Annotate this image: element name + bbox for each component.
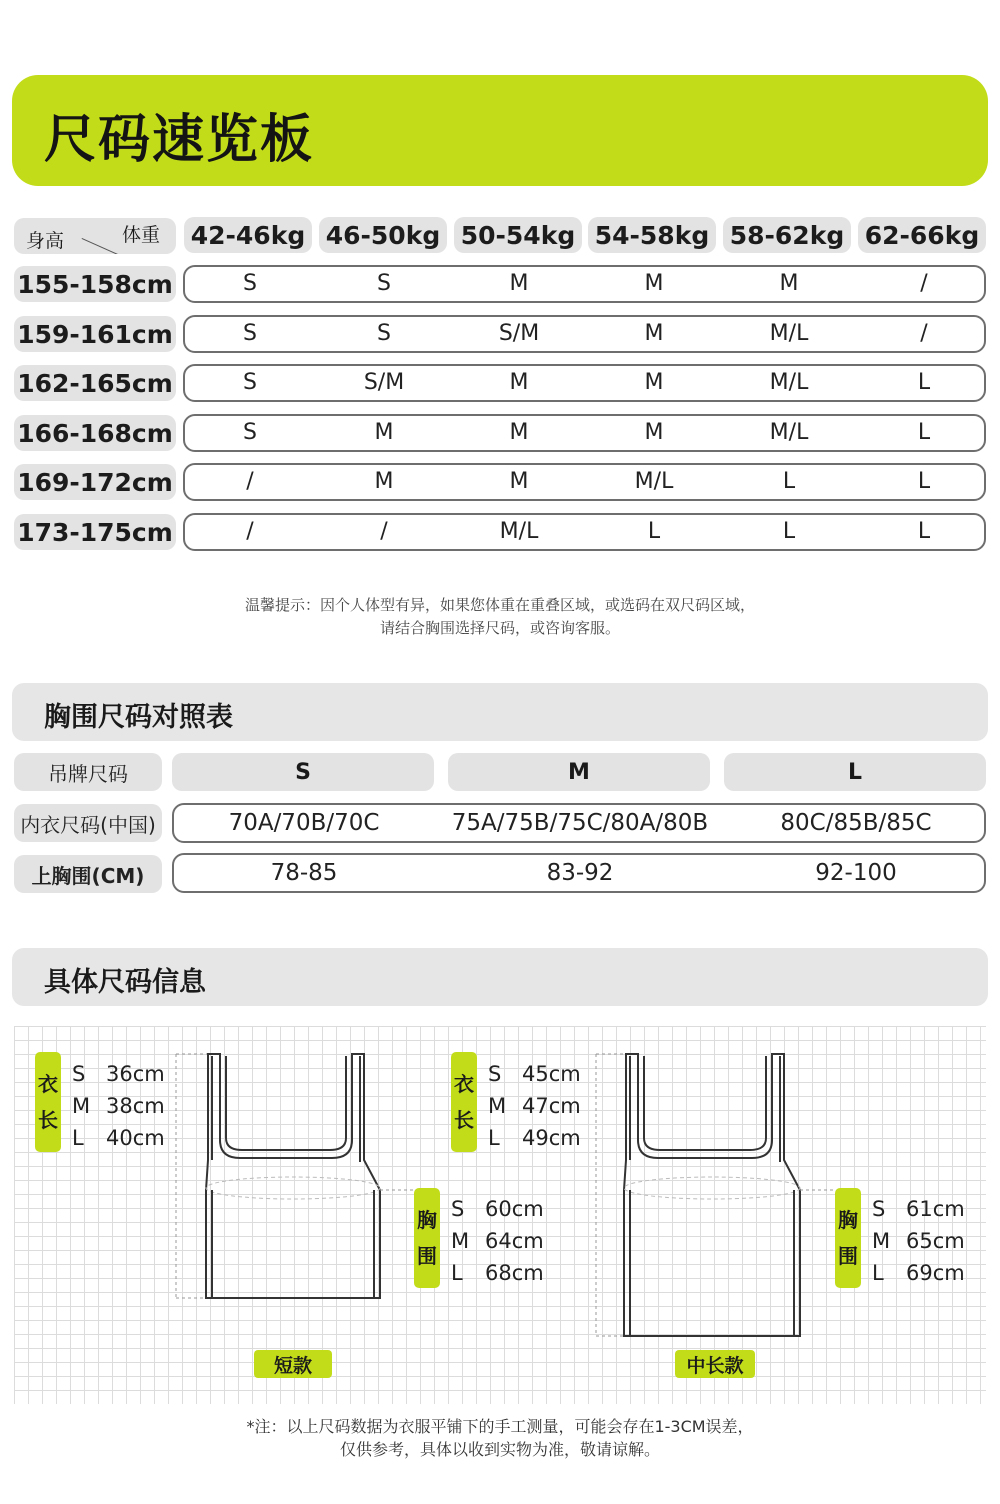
size-letter: M <box>488 1094 507 1118</box>
tag-size-l: L <box>724 753 986 791</box>
size-letter: L <box>488 1126 500 1150</box>
size-cell: M/L <box>634 469 674 494</box>
measure-row <box>451 1257 544 1289</box>
measure-row <box>488 1090 581 1122</box>
bra-size-cell: 80C/85B/85C <box>780 810 932 836</box>
size-cell: L <box>917 519 931 544</box>
short-top-illustration <box>170 1050 420 1310</box>
size-cell: L <box>917 420 931 445</box>
mid-length-values <box>488 1058 581 1154</box>
table-row <box>183 364 986 402</box>
weight-header: 54-58kg <box>588 217 716 253</box>
size-cell: M <box>644 370 664 395</box>
measure-value: 61cm <box>906 1197 965 1221</box>
short-style-label: 短款 <box>254 1350 332 1378</box>
short-bust-tag <box>414 1188 440 1288</box>
tip-line-2: 请结合胸围选择尺码，或咨询客服。 <box>379 619 620 637</box>
size-cell: M <box>644 420 664 445</box>
measure-row <box>72 1090 165 1122</box>
size-letter: L <box>72 1126 84 1150</box>
mid-top-illustration <box>590 1050 840 1350</box>
bust-cm-label: 上胸围(CM) <box>14 855 162 893</box>
height-label: 166-168cm <box>14 415 176 451</box>
corner-weight-label: 体重 <box>122 224 161 246</box>
size-cell: S <box>243 271 257 296</box>
measure-value: 47cm <box>522 1094 581 1118</box>
measure-value: 40cm <box>106 1126 165 1150</box>
short-length-tag-char: 长 <box>38 1108 58 1132</box>
size-letter: S <box>488 1062 502 1086</box>
table-row <box>183 414 986 452</box>
size-cell: S/M <box>363 370 405 395</box>
measure-value: 45cm <box>522 1062 581 1086</box>
mid-style-label: 中长款 <box>675 1350 755 1378</box>
size-cell: M/L <box>769 321 809 346</box>
mid-bust-values <box>872 1193 965 1289</box>
table-row <box>183 463 986 501</box>
size-cell: S/M <box>498 321 540 346</box>
size-cell: M/L <box>499 519 539 544</box>
table-row <box>183 265 986 303</box>
short-bust-tag-char: 围 <box>417 1244 437 1268</box>
size-cell: M/L <box>769 370 809 395</box>
size-cell: S <box>243 321 257 346</box>
detail-section-header <box>12 948 988 1006</box>
mid-bust-tag-char: 胸 <box>838 1208 858 1232</box>
measure-value: 69cm <box>906 1261 965 1285</box>
height-label: 173-175cm <box>14 514 176 550</box>
height-label: 155-158cm <box>14 266 176 302</box>
bra-size-row <box>172 803 986 843</box>
measure-value: 49cm <box>522 1126 581 1150</box>
size-cell: M <box>509 271 529 296</box>
measure-row <box>872 1193 965 1225</box>
size-cell: M <box>644 271 664 296</box>
size-cell: L <box>647 519 661 544</box>
measure-value: 65cm <box>906 1229 965 1253</box>
size-cell: M <box>509 469 529 494</box>
size-cell: M <box>374 420 394 445</box>
measure-row <box>451 1193 544 1225</box>
height-label: 162-165cm <box>14 365 176 401</box>
size-cell: L <box>917 469 931 494</box>
bust-section-header <box>12 683 988 741</box>
weight-header: 58-62kg <box>723 217 851 253</box>
tag-size-m: M <box>448 753 710 791</box>
measure-row <box>872 1225 965 1257</box>
measure-row <box>72 1058 165 1090</box>
bust-cm-cell: 92-100 <box>815 860 897 886</box>
short-bust-tag-char: 胸 <box>417 1208 437 1232</box>
size-cell: M <box>374 469 394 494</box>
measure-value: 36cm <box>106 1062 165 1086</box>
size-letter: S <box>872 1197 886 1221</box>
mid-length-tag <box>451 1052 477 1152</box>
measure-value: 60cm <box>485 1197 544 1221</box>
table-row <box>183 315 986 353</box>
mid-length-tag-char: 长 <box>454 1108 474 1132</box>
measure-row <box>488 1122 581 1154</box>
measure-value: 38cm <box>106 1094 165 1118</box>
size-letter: M <box>872 1229 891 1253</box>
note-line-1: *注：以上尺码数据为衣服平铺下的手工测量，可能会存在1-3CM误差， <box>246 1417 754 1436</box>
measure-row <box>451 1225 544 1257</box>
size-cell: / <box>920 321 928 346</box>
size-cell: M <box>509 420 529 445</box>
title-banner <box>12 75 988 186</box>
weight-header: 62-66kg <box>858 217 986 253</box>
bra-size-cell: 70A/70B/70C <box>228 810 380 836</box>
measure-row <box>872 1257 965 1289</box>
short-length-tag <box>35 1052 61 1152</box>
tag-size-label: 吊牌尺码 <box>14 753 162 791</box>
note-line-2: 仅供参考，具体以收到实物为准，敬请谅解。 <box>339 1440 660 1459</box>
size-cell: L <box>782 469 796 494</box>
measure-value: 68cm <box>485 1261 544 1285</box>
short-length-tag-char: 衣 <box>38 1072 58 1096</box>
size-cell: S <box>377 271 391 296</box>
size-cell: M <box>644 321 664 346</box>
height-label: 169-172cm <box>14 464 176 500</box>
size-letter: L <box>872 1261 884 1285</box>
detail-section-title: 具体尺码信息 <box>44 967 206 998</box>
size-letter: M <box>72 1094 91 1118</box>
height-label: 159-161cm <box>14 316 176 352</box>
size-letter: L <box>451 1261 463 1285</box>
weight-header: 50-54kg <box>454 217 582 253</box>
measure-row <box>488 1058 581 1090</box>
size-cell: S <box>243 370 257 395</box>
bust-cm-cell: 83-92 <box>546 860 614 886</box>
weight-header: 46-50kg <box>319 217 447 253</box>
size-cell: M <box>509 370 529 395</box>
measure-row <box>72 1122 165 1154</box>
weight-header: 42-46kg <box>184 217 312 253</box>
size-cell: / <box>380 519 388 544</box>
size-letter: M <box>451 1229 470 1253</box>
size-cell: M <box>779 271 799 296</box>
measure-value: 64cm <box>485 1229 544 1253</box>
corner-height-label: 身高 <box>26 230 65 252</box>
size-cell: / <box>920 271 928 296</box>
bra-size-label: 内衣尺码(中国) <box>14 804 162 842</box>
size-cell: L <box>917 370 931 395</box>
size-cell: L <box>782 519 796 544</box>
mid-bust-tag <box>835 1188 861 1288</box>
table-row <box>183 513 986 551</box>
bust-cm-cell: 78-85 <box>270 860 338 886</box>
page-title: 尺码速览板 <box>44 110 315 170</box>
bra-size-cell: 75A/75B/75C/80A/80B <box>451 810 709 836</box>
short-bust-values <box>451 1193 544 1289</box>
size-cell: S <box>243 420 257 445</box>
mid-bust-tag-char: 围 <box>838 1244 858 1268</box>
size-cell: M/L <box>769 420 809 445</box>
size-cell: / <box>246 469 254 494</box>
short-length-values <box>72 1058 165 1154</box>
size-cell: S <box>377 321 391 346</box>
size-letter: S <box>451 1197 465 1221</box>
size-cell: / <box>246 519 254 544</box>
bust-section-title: 胸围尺码对照表 <box>44 702 233 733</box>
bust-cm-row <box>172 853 986 893</box>
mid-length-tag-char: 衣 <box>454 1072 474 1096</box>
tag-size-s: S <box>172 753 434 791</box>
tip-line-1: 温馨提示：因个人体型有异，如果您体重在重叠区域，或选码在双尺码区域， <box>244 596 755 614</box>
table-corner-header <box>14 218 176 254</box>
size-letter: S <box>72 1062 86 1086</box>
